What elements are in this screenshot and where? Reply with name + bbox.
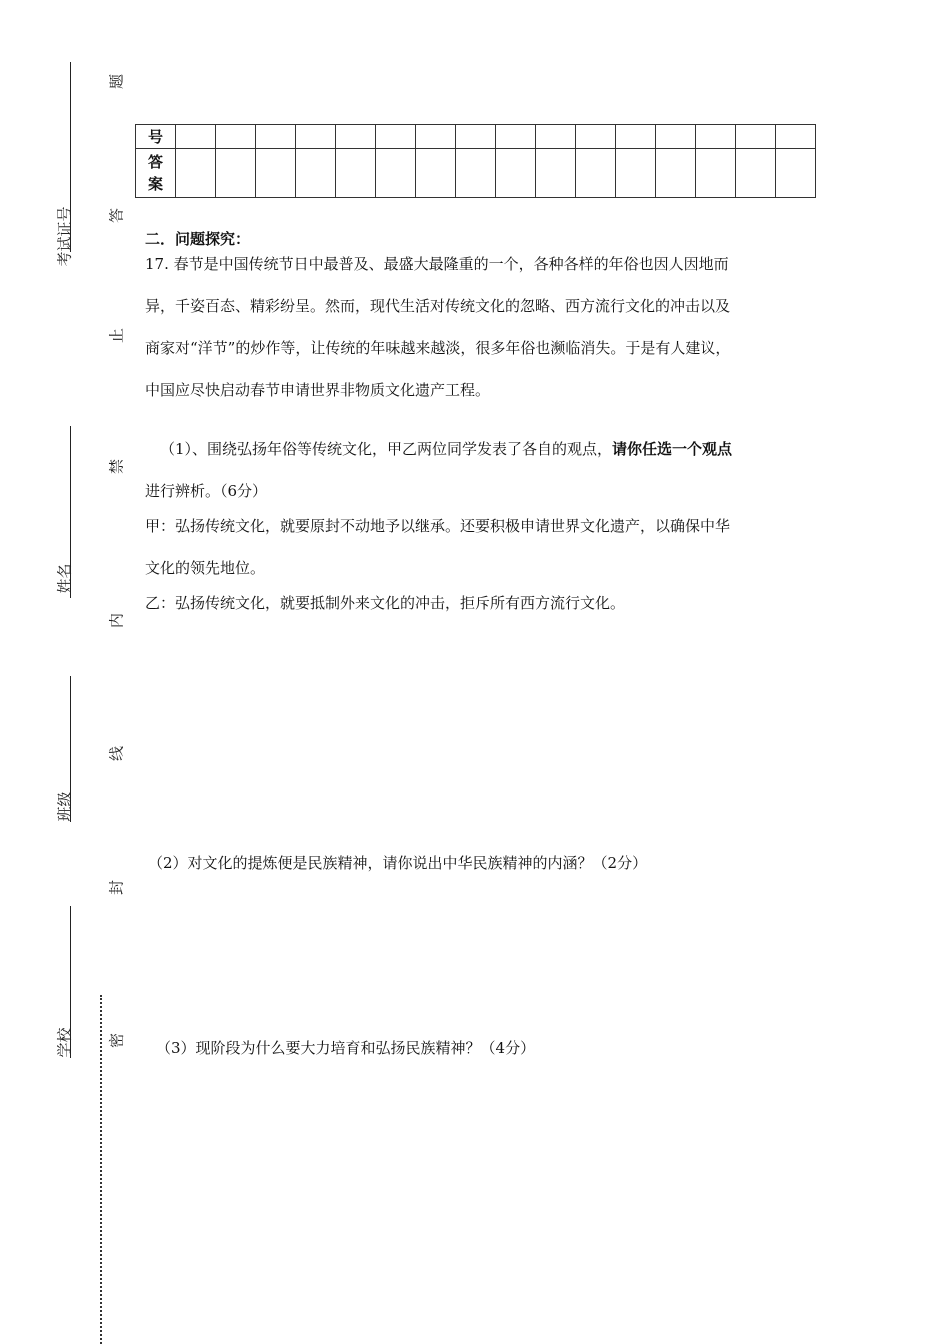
answer-cell[interactable] [496,149,536,198]
answer-row [136,149,816,198]
answer-cell[interactable] [456,149,496,198]
answer-cell[interactable] [216,149,256,198]
question-number-row [136,125,816,149]
answer-cell[interactable] [296,149,336,198]
seal-char: 密 [107,1033,126,1049]
viewpoint-jia-line-2: 文化的领先地位。 [145,559,266,577]
answer-cell[interactable] [576,149,616,198]
answer-cell[interactable] [256,149,296,198]
seal-char: 答 [107,208,126,224]
number-cell[interactable] [336,125,376,149]
sub-question-1: （1）、围绕弘扬年俗等传统文化，甲乙两位同学发表了各自的观点，请你任选一个观点 [160,440,733,458]
answer-cell[interactable] [616,149,656,198]
number-cell[interactable] [256,125,296,149]
sub-question-3: （3）现阶段为什么要大力培育和弘扬民族精神？（4分） [156,1039,536,1057]
sub-question-1-line-2: 进行辨析。（6分） [145,482,268,500]
seal-char: 线 [107,746,126,762]
name-label: 姓名 [55,563,74,594]
answer-cell[interactable] [736,149,776,198]
answer-cell[interactable] [696,149,736,198]
number-cell[interactable] [456,125,496,149]
number-cell[interactable] [376,125,416,149]
answer-cell[interactable] [536,149,576,198]
viewpoint-jia-line-1: 甲：弘扬传统文化，就要原封不动地予以继承。还要积极申请世界文化遗产，以确保中华 [145,517,731,535]
q17-line-4: 中国应尽快启动春节申请世界非物质文化遗产工程。 [145,381,491,399]
number-cell[interactable] [176,125,216,149]
answer-header: 答 案 [136,149,176,198]
seal-char: 禁 [107,459,126,475]
q17-line-2: 异，千姿百态、精彩纷呈。然而，现代生活对传统文化的忽略、西方流行文化的冲击以及 [145,297,731,315]
section-heading: 二．问题探究： [145,230,251,248]
exam-number-label: 考试证号 [55,206,74,267]
number-cell[interactable] [656,125,696,149]
answer-cell[interactable] [776,149,816,198]
number-cell[interactable] [216,125,256,149]
number-cell[interactable] [696,125,736,149]
sub-question-1-emphasis: 请你任选一个观点 [612,440,733,458]
seal-char: 题 [107,74,126,90]
answer-cell[interactable] [376,149,416,198]
number-cell[interactable] [296,125,336,149]
q17-line-1: 17. 春节是中国传统节日中最普及、最盛大最隆重的一个，各种各样的年俗也因人因地而 [145,255,729,273]
answer-table [135,124,816,198]
answer-cell[interactable] [656,149,696,198]
seal-char: 封 [107,880,126,896]
viewpoint-yi-line: 乙：弘扬传统文化，就要抵制外来文化的冲击，拒斥所有西方流行文化。 [145,594,626,612]
number-cell[interactable] [736,125,776,149]
answer-cell[interactable] [176,149,216,198]
question-number-header: 号 [136,125,176,149]
number-cell[interactable] [776,125,816,149]
number-cell[interactable] [496,125,536,149]
seal-char: 止 [107,328,126,344]
class-label: 班级 [55,791,74,822]
school-label: 学校 [55,1027,74,1058]
number-cell[interactable] [416,125,456,149]
q17-line-3: 商家对“洋节”的炒作等，让传统的年味越来越淡，很多年俗也濒临消失。于是有人建议， [145,339,731,357]
number-cell[interactable] [536,125,576,149]
answer-cell[interactable] [336,149,376,198]
seal-char: 内 [107,613,126,629]
number-cell[interactable] [616,125,656,149]
answer-cell[interactable] [416,149,456,198]
number-cell[interactable] [576,125,616,149]
seal-dotted-line [100,995,102,1344]
sub-question-2: （2）对文化的提炼便是民族精神，请你说出中华民族精神的内涵？（2分） [148,854,648,872]
